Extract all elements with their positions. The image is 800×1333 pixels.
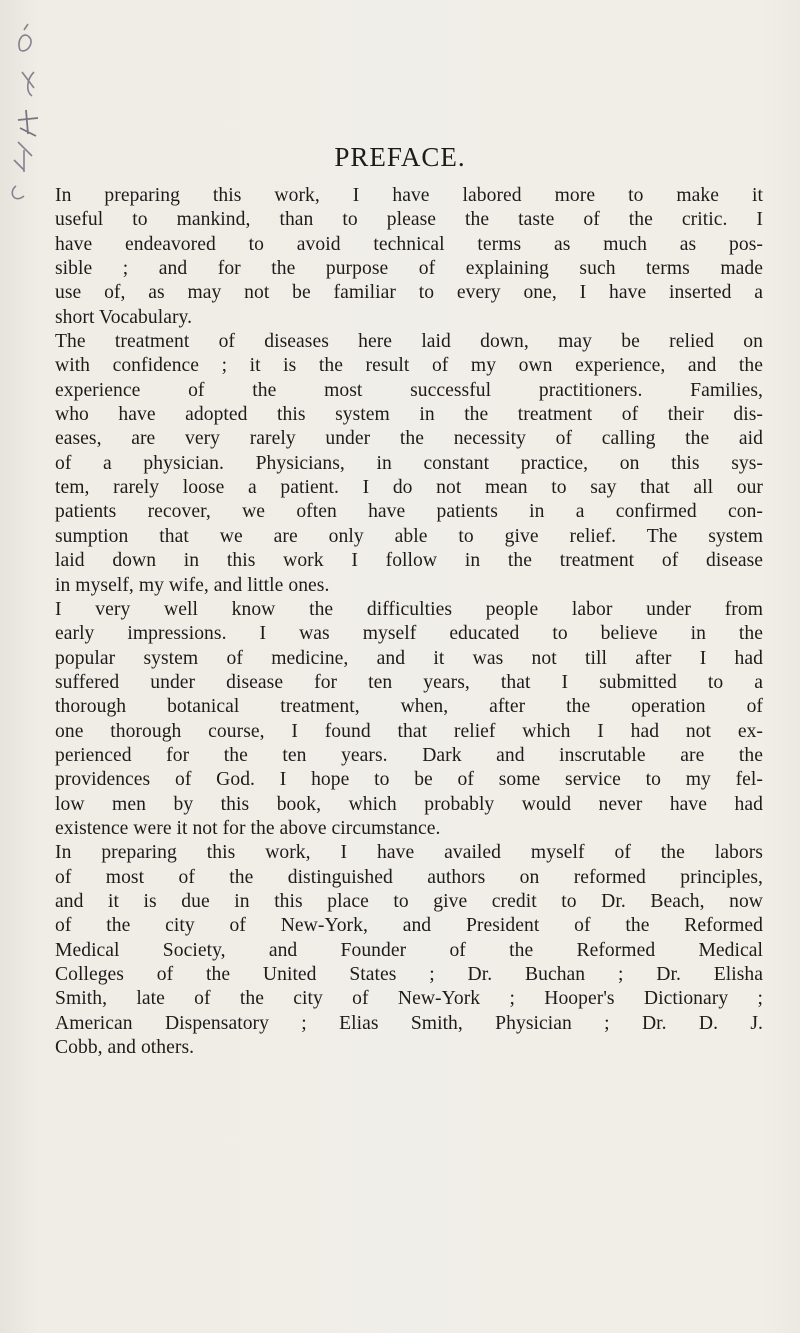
text-line: experience of the most successful practitioners. Families, xyxy=(55,379,763,401)
text-line: of most of the distinguished authors on reformed principles, xyxy=(55,866,763,888)
text-line: short Vocabulary. xyxy=(55,306,193,328)
text-line: useful to mankind, than to please the taste of the critic. I xyxy=(55,209,763,231)
margin-pencil-marks xyxy=(4,10,44,250)
text-line: providences of God. I hope to be of some service to my fel- xyxy=(55,769,763,791)
text-line: one thorough course, I found that relief which I had not ex- xyxy=(55,720,763,742)
text-line: suffered under disease for ten years, that I submitted to a xyxy=(55,671,763,693)
text-line: popular system of medicine, and it was not till after I had xyxy=(55,647,763,669)
text-line: existence were it not for the above circumstance. xyxy=(55,817,441,839)
text-line: with confidence ; it is the result of my own experience, and the xyxy=(55,355,763,377)
text-line: early impressions. I was myself educated to believe in the xyxy=(55,623,763,645)
text-line: American Dispensatory ; Elias Smith, Physician ; Dr. D. J. xyxy=(55,1012,763,1034)
text-line: who have adopted this system in the treatment of their dis- xyxy=(55,404,763,426)
pencil-mark-6 xyxy=(12,186,24,199)
pencil-mark-2 xyxy=(22,72,34,96)
text-line: Colleges of the United States ; Dr. Buchan ; Dr. Elisha xyxy=(55,964,763,985)
text-line: use of, as may not be familiar to every one, I have inserted a xyxy=(55,282,763,304)
text-line: The treatment of diseases here laid down, may be relied on xyxy=(55,331,763,353)
text-line: thorough botanical treatment, when, after the operation of xyxy=(55,696,763,718)
text-line: eases, are very rarely under the necessity of calling the aid xyxy=(55,428,763,450)
text-line: laid down in this work I follow in the treatment of disease xyxy=(55,550,763,572)
text-line: sible ; and for the purpose of explaining such terms made xyxy=(55,258,763,280)
text-line: and it is due in this place to give credit to Dr. Beach, now xyxy=(55,890,763,912)
text-line: low men by this book, which probably would never have had xyxy=(55,793,763,815)
text-line: of a physician. Physicians, in constant practice, on this sys- xyxy=(55,452,763,474)
pencil-mark-1 xyxy=(19,24,31,51)
page-title: PREFACE. xyxy=(334,142,466,172)
preface-body xyxy=(55,184,763,1060)
text-line: perienced for the ten years. Dark and inscrutable are the xyxy=(55,744,763,766)
text-line: have endeavored to avoid technical terms as much as pos- xyxy=(55,233,763,255)
text-line: sumption that we are only able to give relief. The system xyxy=(55,525,763,547)
text-line: Medical Society, and Founder of the Reformed Medical xyxy=(55,939,763,961)
text-line: In preparing this work, I have labored more to make it xyxy=(55,185,763,206)
text-line: I very well know the difficulties people labor under from xyxy=(55,598,763,620)
text-line: patients recover, we often have patients in a confirmed con- xyxy=(55,501,763,523)
text-line: Smith, late of the city of New-York ; Hooper's Dictionary ; xyxy=(55,988,763,1010)
text-line: In preparing this work, I have availed myself of the labors xyxy=(55,842,763,864)
text-line: tem, rarely loose a patient. I do not mean to say that all our xyxy=(55,477,763,499)
text-line: Cobb, and others. xyxy=(55,1037,195,1059)
text-line: of the city of New-York, and President of the Reformed xyxy=(55,915,763,937)
text-line: in myself, my wife, and little ones. xyxy=(55,574,330,596)
pencil-mark-3 xyxy=(18,110,38,136)
